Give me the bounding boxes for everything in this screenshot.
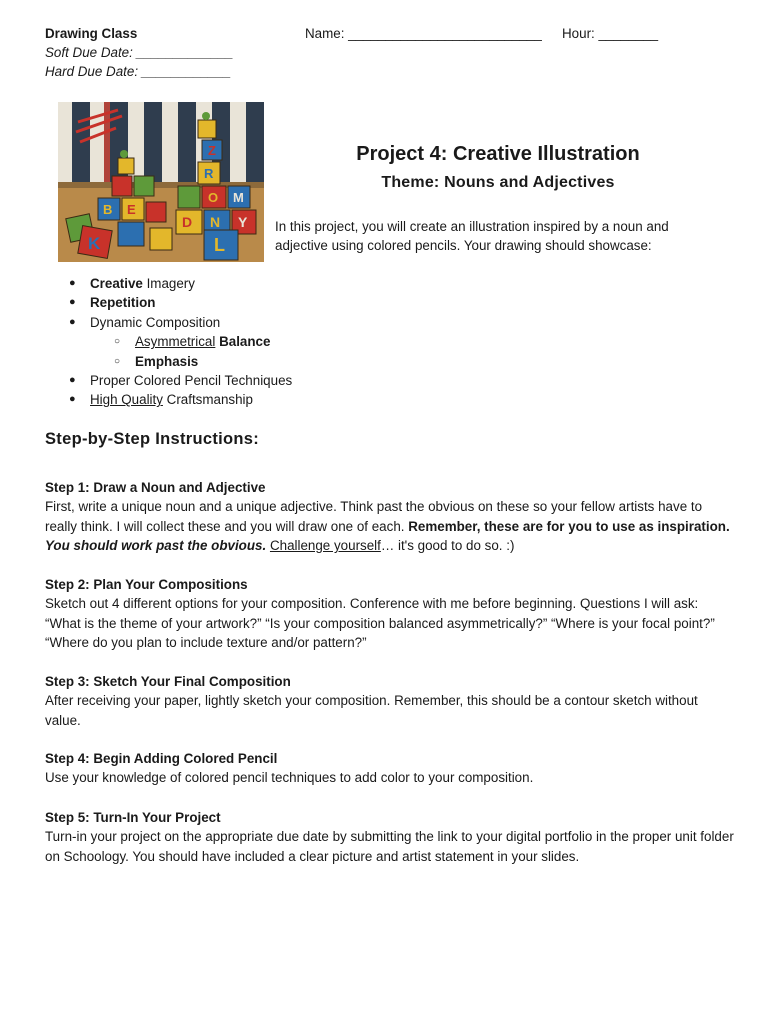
bullet-icon: ● [69,277,76,289]
hard-due-date: Hard Due Date: ____________ [45,64,232,79]
soft-due-date: Soft Due Date: _____________ [45,45,234,60]
project-title: Project 4: Creative Illustration [356,143,640,165]
svg-text:M: M [233,190,244,205]
step-2 [45,575,735,653]
bullet-text-bold: Creative [90,276,143,291]
svg-text:R: R [204,166,214,181]
project-theme: Theme: Nouns and Adjectives [381,174,615,191]
step-1-bold-text: Remember, these are for you to use as inspiration. [408,518,730,534]
project-intro: In this project, you will create an illustration inspired by a noun and adjective using colored pencils. Your drawing should showcase: [275,219,669,254]
class-title: Drawing Class [45,26,138,41]
bullet-text: Craftsmanship [162,392,253,408]
step-2-text: Sketch out 4 different options for your composition. Conference with me before beginning. Questions I will ask: “What is the theme of your artwork?” “Is your composition balanced asymmetrically?” “Where is your focal point?” “Where do you plan to include texture and/or pattern?” [45,596,715,651]
svg-text:E: E [127,202,136,217]
list-item [0,313,700,332]
sub-list-item [0,332,700,351]
bullet-text: Emphasis [135,353,199,369]
step-5-text: Turn-in your project on the appropriate due date by submitting the link to your digital portfolio in the proper unit folder on Schoology. You should have included a clear picture and artist statement in your slides. [45,829,734,864]
svg-text:K: K [88,234,101,253]
list-item [0,390,700,409]
step-4 [45,749,735,788]
circle-bullet-icon: ○ [114,355,121,367]
list-item [0,293,700,312]
list-item [0,274,700,293]
step-5 [45,808,735,866]
step-4-text: Use your knowledge of colored pencil techniques to add color to your composition. [45,770,534,786]
svg-text:N: N [210,214,221,230]
example-artwork-image [58,102,264,262]
alphabet-blocks-painting [58,102,264,262]
bullet-icon: ● [69,315,76,328]
list-item [0,371,700,390]
step-3-text: After receiving your paper, lightly sketch your composition. Remember, this should be a contour sketch without value. [45,693,698,728]
name-field: Name: __________________________ [305,26,542,41]
steps-heading: Step-by-Step Instructions: [45,430,260,448]
step-5-heading: Step 5: Turn-In Your Project [45,810,221,825]
step-1-bold-italic-text: You should work past the obvious. [45,538,267,554]
bullet-text: Proper Colored Pencil Techniques [90,373,293,388]
bullet-icon: ● [69,374,76,386]
step-4-heading: Step 4: Begin Adding Colored Pencil [45,751,278,766]
step-3-heading: Step 3: Sketch Your Final Composition [45,674,291,689]
bullet-text: Repetition [90,295,156,311]
svg-text:Y: Y [238,214,248,230]
svg-text:L: L [214,235,225,255]
step-2-heading: Step 2: Plan Your Compositions [45,577,248,592]
bullet-text-underlined: High Quality [90,392,163,408]
step-1-end-text: … it's good to do so. :) [380,538,515,554]
step-1 [45,478,735,556]
svg-text:D: D [182,214,193,230]
step-1-underlined-text: Challenge yourself [269,538,381,554]
bullet-text: Imagery [142,276,195,291]
bullet-text-bold: Balance [215,334,271,350]
step-1-heading: Step 1: Draw a Noun and Adjective [45,480,266,495]
svg-text:B: B [103,202,113,217]
bullet-icon: ● [69,393,76,406]
bullet-text: Dynamic Composition [90,314,221,330]
step-3 [45,672,735,730]
svg-text:Z: Z [208,143,216,158]
step-1-text: First, write a unique noun and a unique adjective. Think past the obvious on these so your fellow artists have to really think. I will collect these and you will draw one of each. [45,499,703,534]
circle-bullet-icon: ○ [114,336,121,348]
hour-field: Hour: ________ [562,26,659,41]
bullet-icon: ● [69,296,76,309]
sub-list-item [0,352,700,371]
bullet-text-underlined: Asymmetrical [135,334,216,350]
svg-text:O: O [208,190,219,205]
